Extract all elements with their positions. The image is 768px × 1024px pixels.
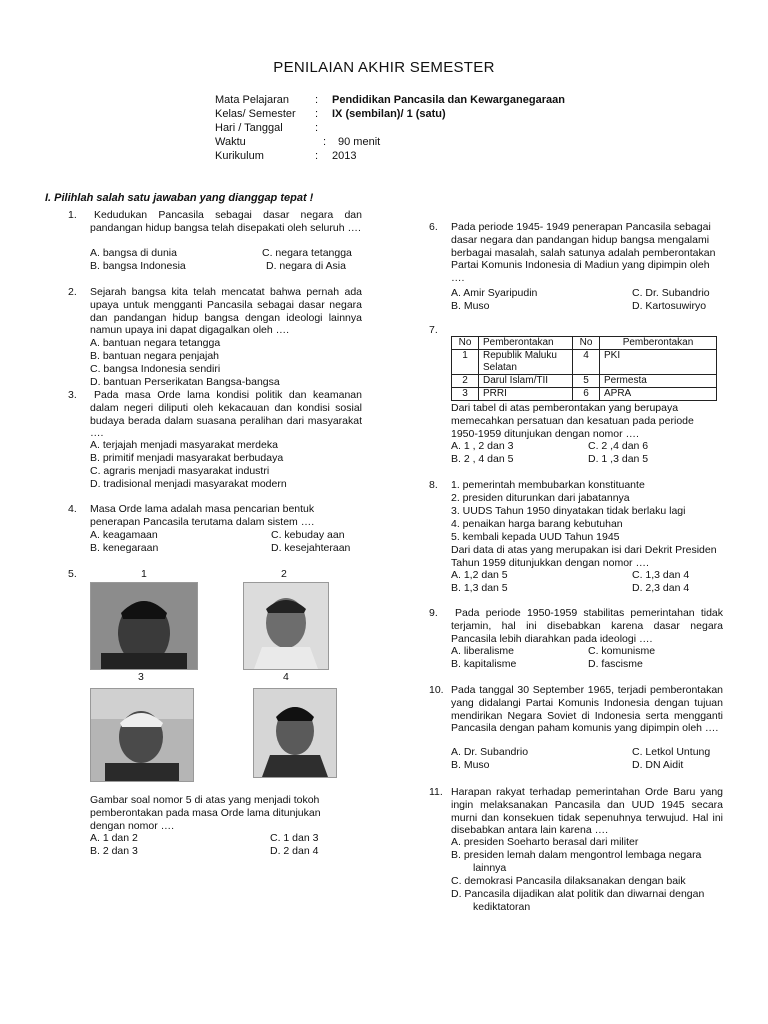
photo-figure-2 (243, 582, 329, 670)
photo-label-3: 3 (138, 671, 144, 683)
photo-label-4: 4 (283, 671, 289, 683)
table-row: 3 PRRI 6 APRA (452, 388, 717, 401)
table-row: 2 Darul Islam/TII 5 Permesta (452, 375, 717, 388)
photo-figure-3 (90, 688, 194, 782)
photo-label-2: 2 (281, 568, 287, 580)
table-row: 1 Republik Maluku Selatan 4 PKI (452, 350, 717, 375)
photo-label-1: 1 (141, 568, 147, 580)
table-header-row: No Pemberontakan No Pemberontakan (452, 337, 717, 350)
page-title: PENILAIAN AKHIR SEMESTER (273, 59, 495, 76)
photo-figure-1 (90, 582, 198, 670)
photo-figure-4 (253, 688, 337, 778)
section-title: I. Pilihlah salah satu jawaban yang dianggap tepat ! (45, 192, 314, 204)
rebellion-table (451, 336, 717, 401)
